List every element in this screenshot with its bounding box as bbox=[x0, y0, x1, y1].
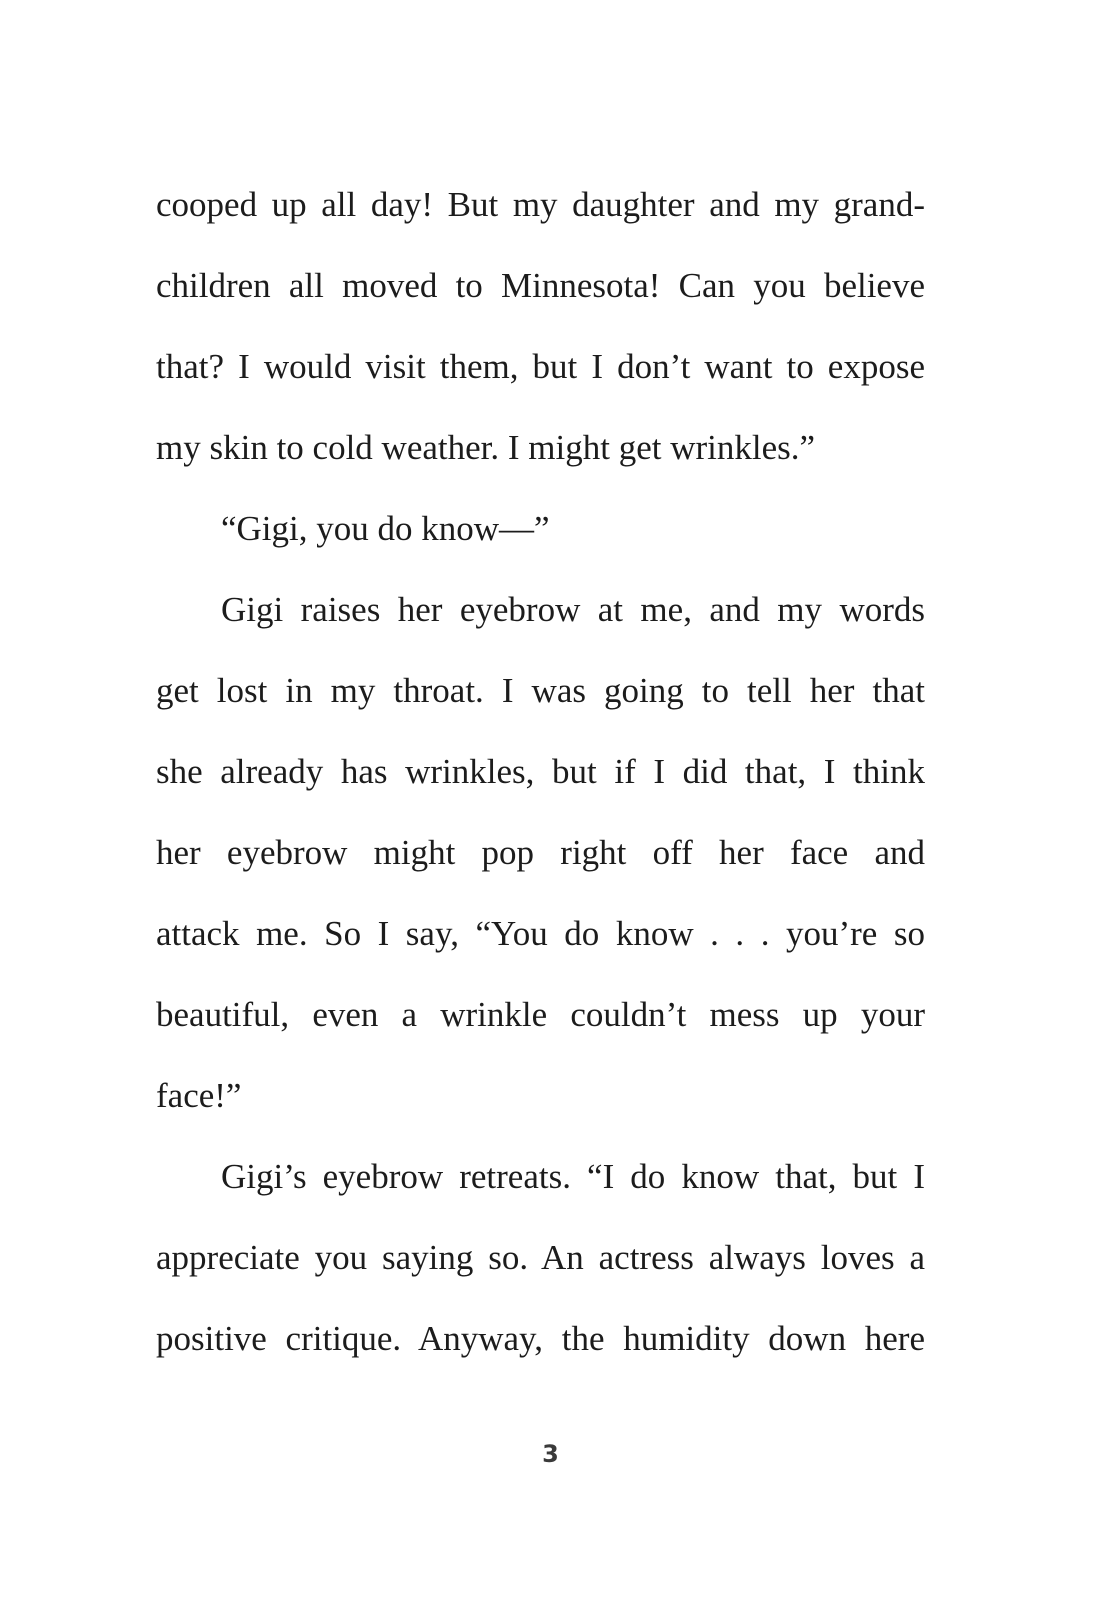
text-line: cooped up all day! But my daughter and my grand- bbox=[156, 185, 925, 224]
page-number: 3 bbox=[542, 1440, 559, 1468]
text-line: her eyebrow might pop right off her face and bbox=[156, 833, 925, 872]
text-line: appreciate you saying so. An actress always loves a bbox=[156, 1238, 925, 1277]
text-line: positive critique. Anyway, the humidity down here bbox=[156, 1319, 925, 1358]
text-line: that? I would visit them, but I don’t want to expose bbox=[156, 347, 925, 386]
body-text bbox=[156, 177, 925, 1392]
text-line: Gigi raises her eyebrow at me, and my words bbox=[221, 590, 925, 629]
text-line: attack me. So I say, “You do know . . . you’re so bbox=[156, 914, 925, 953]
text-line: Gigi’s eyebrow retreats. “I do know that, but I bbox=[221, 1157, 925, 1196]
text-line: children all moved to Minnesota! Can you believe bbox=[156, 266, 925, 305]
text-line: she already has wrinkles, but if I did that, I think bbox=[156, 752, 925, 791]
text-line: beautiful, even a wrinkle couldn’t mess up your bbox=[156, 995, 925, 1034]
text-line: “Gigi, you do know—” bbox=[221, 509, 550, 548]
text-line: face!” bbox=[156, 1076, 242, 1115]
text-line: my skin to cold weather. I might get wrinkles.” bbox=[156, 428, 816, 467]
text-line: get lost in my throat. I was going to tell her that bbox=[156, 671, 925, 710]
